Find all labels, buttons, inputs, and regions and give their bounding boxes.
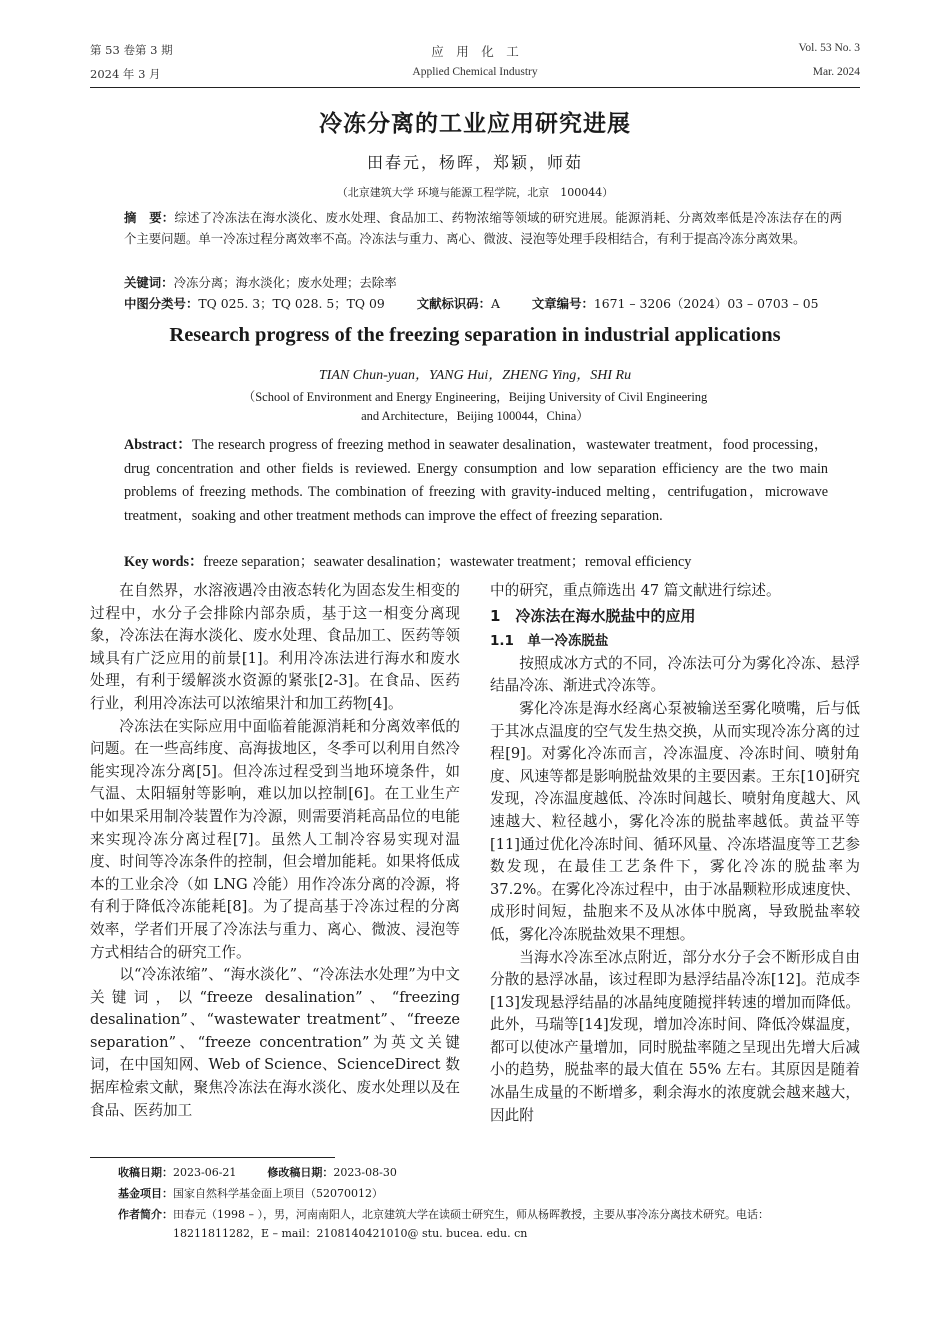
footnote-fund: [118, 1184, 860, 1203]
footnote-dates: [118, 1163, 860, 1182]
article-number-value: 1671 – 3206（2024）03 – 0703 – 05: [593, 296, 819, 311]
fund-text: 国家自然科学基金面上项目（52070012）: [173, 1187, 383, 1200]
header-divider: [90, 87, 860, 88]
clc-label: 中图分类号：: [124, 296, 199, 311]
revised-date: 2023-08-30: [333, 1166, 397, 1179]
fund-label: 基金项目：: [118, 1187, 173, 1200]
article-number-label: 文章编号：: [531, 296, 594, 311]
received-label: 收稿日期：: [118, 1166, 173, 1179]
section-heading-1: 1 冷冻法在海水脱盐中的应用: [490, 606, 696, 625]
abstract-en: [124, 434, 828, 528]
paragraph: 在自然界，水溶液遇冷由液态转化为固态发生相变的过程中，水分子会排除内部杂质，基于这一相变分离现象，冷冻法在海水淡化、废水处理、食品加工、医药等领域具有广泛应用的前景[1]。利用冷冻法进行海水和废水处理，有利于缓解淡水资源的紧张[2-3]。在食品、医药行业，利用冷冻法可以浓缩果汁和加工药物[4]。: [90, 582, 460, 712]
body-right-column: [490, 580, 860, 1127]
subsection-heading-1-1: 1.1 单一冷冻脱盐: [490, 633, 609, 650]
footnote-author: [118, 1205, 860, 1243]
abstract-cn-text: 综述了冷冻法在海水淡化、废水处理、食品加工、药物浓缩等领域的研究进展。能源消耗、分离效率低是冷冻法存在的两个主要问题。单一冷冻过程分离效率不高。冷冻法与重力、离心、微波、浸泡等处理手段相结合，有利于提高冷冻分离效果。: [124, 210, 843, 246]
keywords-cn-label: 关键词：: [124, 275, 174, 290]
revised-label: 修改稿日期：: [267, 1166, 334, 1179]
paper-title-cn: 冷冻分离的工业应用研究进展: [319, 111, 631, 137]
paragraph: 按照成冰方式的不同，冷冻法可分为雾化冷冻、悬浮结晶冷冻、渐进式冷冻等。: [490, 654, 860, 695]
authors-en: TIAN Chun-yuan，YANG Hui，ZHENG Ying，SHI Ru: [318, 368, 632, 383]
header-journal-cn: 应 用 化 工: [431, 44, 519, 59]
header-volume-cn: 第 53 卷第 3 期: [90, 43, 173, 57]
paragraph: 雾化冷冻是海水经离心泵被输送至雾化喷嘴，后与低于其冰点温度的空气发生热交换，从而实现冷冻分离的过程[9]。对雾化冷冻而言，冷冻温度、冷冻时间、喷射角度、风速等都是影响脱盐效果的主要因素。王东[10]研究发现，冷冻温度越低、冷冻时间越长、喷射角度越大、风速越大、粒径越小，雾化冷冻的脱盐率越低。黄益平等[11]通过优化冷冻时间、循环风量、冷冻塔温度等工艺参数发现，在最佳工艺条件下，雾化冷冻的脱盐率为 37.2%。在雾化冷冻过程中，由于冰晶颗粒形成速度快、成形时间短，盐胞来不及从冰体中脱离，导致脱盐率较低，雾化冷冻脱盐效果不理想。: [490, 699, 860, 943]
abstract-en-label: Abstract：: [124, 437, 192, 453]
paragraph: 以“冷冻浓缩”、“海水淡化”、“冷冻法水处理”为中文关键词，以“freeze desalination”、“freezing desalination”、“wastewater treatment”、“freeze separation”、“freeze concentration”为英文关键词，在中国知网、Web of Science、ScienceDirect 数据库检索文献，聚焦冷冻法在海水淡化、废水处理以及在食品、医药加工: [90, 966, 460, 1119]
paper-title-en: Research progress of the freezing separation in industrial applications: [169, 324, 781, 346]
keywords-cn: [124, 273, 397, 291]
author-bio-text: 田春元（1998 – ），男，河南南阳人，北京建筑大学在读硕士研究生，师从杨晖教授，主要从事冷冻分离技术研究。电话：: [173, 1208, 769, 1221]
header-journal-en: Applied Chemical Industry: [412, 66, 538, 78]
keywords-cn-text: 冷冻分离；海水淡化；废水处理；去除率: [173, 275, 397, 290]
abstract-en-text: The research progress of freezing method in seawater desalination，wastewater treatment，food processing，drug concentration and other fields is reviewed. Energy consumption and low separation efficiency are the two main problems of freezing methods. The combination of freezing with gravity-induced melting，centrifugation，microwave treatment，soaking and other treatment methods can improve the effect of freezing separation.: [124, 437, 829, 524]
authors-cn: 田春元，杨晖，郑颖，师茹: [366, 153, 583, 172]
affiliation-en-line1: （School of Environment and Energy Engineering，Beijing University of Civil Engineering: [242, 390, 708, 404]
paragraph: 当海水冷冻至冰点附近，部分水分子会不断形成自由分散的悬浮冰晶，该过程即为悬浮结晶冷冻[12]。范成李[13]发现悬浮结晶的冰晶纯度随搅拌转速的增加而降低。此外，马瑞等[14]发现，增加冷冻时间、降低冷媒温度，都可以使冰产量增加，同时脱盐率随之呈现出先增大后减小的趋势，脱盐率的最大值在 55% 左右。其原因是随着冰晶生成量的不断增多，剩余海水的浓度就会越来越大，因此附: [490, 948, 860, 1124]
header-date-cn: 2024 年 3 月: [90, 67, 161, 81]
header-date-en: Mar. 2024: [812, 66, 860, 78]
author-bio-label: 作者简介：: [118, 1208, 173, 1221]
doc-code-value: A: [491, 296, 500, 311]
affiliation-cn: （北京建筑大学 环境与能源工程学院，北京 100044）: [336, 186, 614, 199]
paragraph: 中的研究，重点筛选出 47 篇文献进行综述。: [490, 582, 781, 599]
keywords-en-label: Key words：: [124, 554, 204, 570]
header-volume-en: Vol. 53 No. 3: [798, 42, 860, 54]
abstract-cn: [124, 208, 842, 249]
keywords-en-text: freeze separation；seawater desalination；wastewater treatment；removal efficiency: [203, 554, 692, 570]
keywords-en: [124, 551, 691, 571]
author-contact: 18211811282，E – mail：2108140421010@ stu. bucea. edu. cn: [173, 1227, 528, 1240]
paragraph: 冷冻法在实际应用中面临着能源消耗和分离效率低的问题。在一些高纬度、高海拔地区，冬季可以利用自然冷能实现冷冻分离[5]。但冷冻过程受到当地环境条件，如气温、太阳辐射等影响，难以加以控制[6]。在工业生产中如果采用制冷装置作为冷源，则需要消耗高品位的电能来实现冷冻分离过程[7]。虽然人工制冷容易实现对温度、时间等冷冻条件的控制，但会增加能耗。如果将低成本的工业余冷（如 LNG 冷能）用作冷冻分离的冷源，将有利于降低冷冻能耗[8]。为了提高基于冷冻过程的分离效率，学者们开展了冷冻法与重力、离心、微波、浸泡等方式相结合的研究工作。: [90, 717, 460, 961]
body-left-column: [90, 580, 460, 1122]
classification-line: [124, 294, 842, 312]
footnote-divider: [90, 1157, 335, 1158]
abstract-cn-label: 摘 要：: [124, 210, 175, 225]
received-date: 2023-06-21: [173, 1166, 237, 1179]
doc-code-label: 文献标识码：: [416, 296, 492, 311]
affiliation-en-line2: and Architecture，Beijing 100044，China）: [361, 409, 589, 423]
clc-value: TQ 025. 3；TQ 028. 5；TQ 09: [198, 296, 385, 311]
